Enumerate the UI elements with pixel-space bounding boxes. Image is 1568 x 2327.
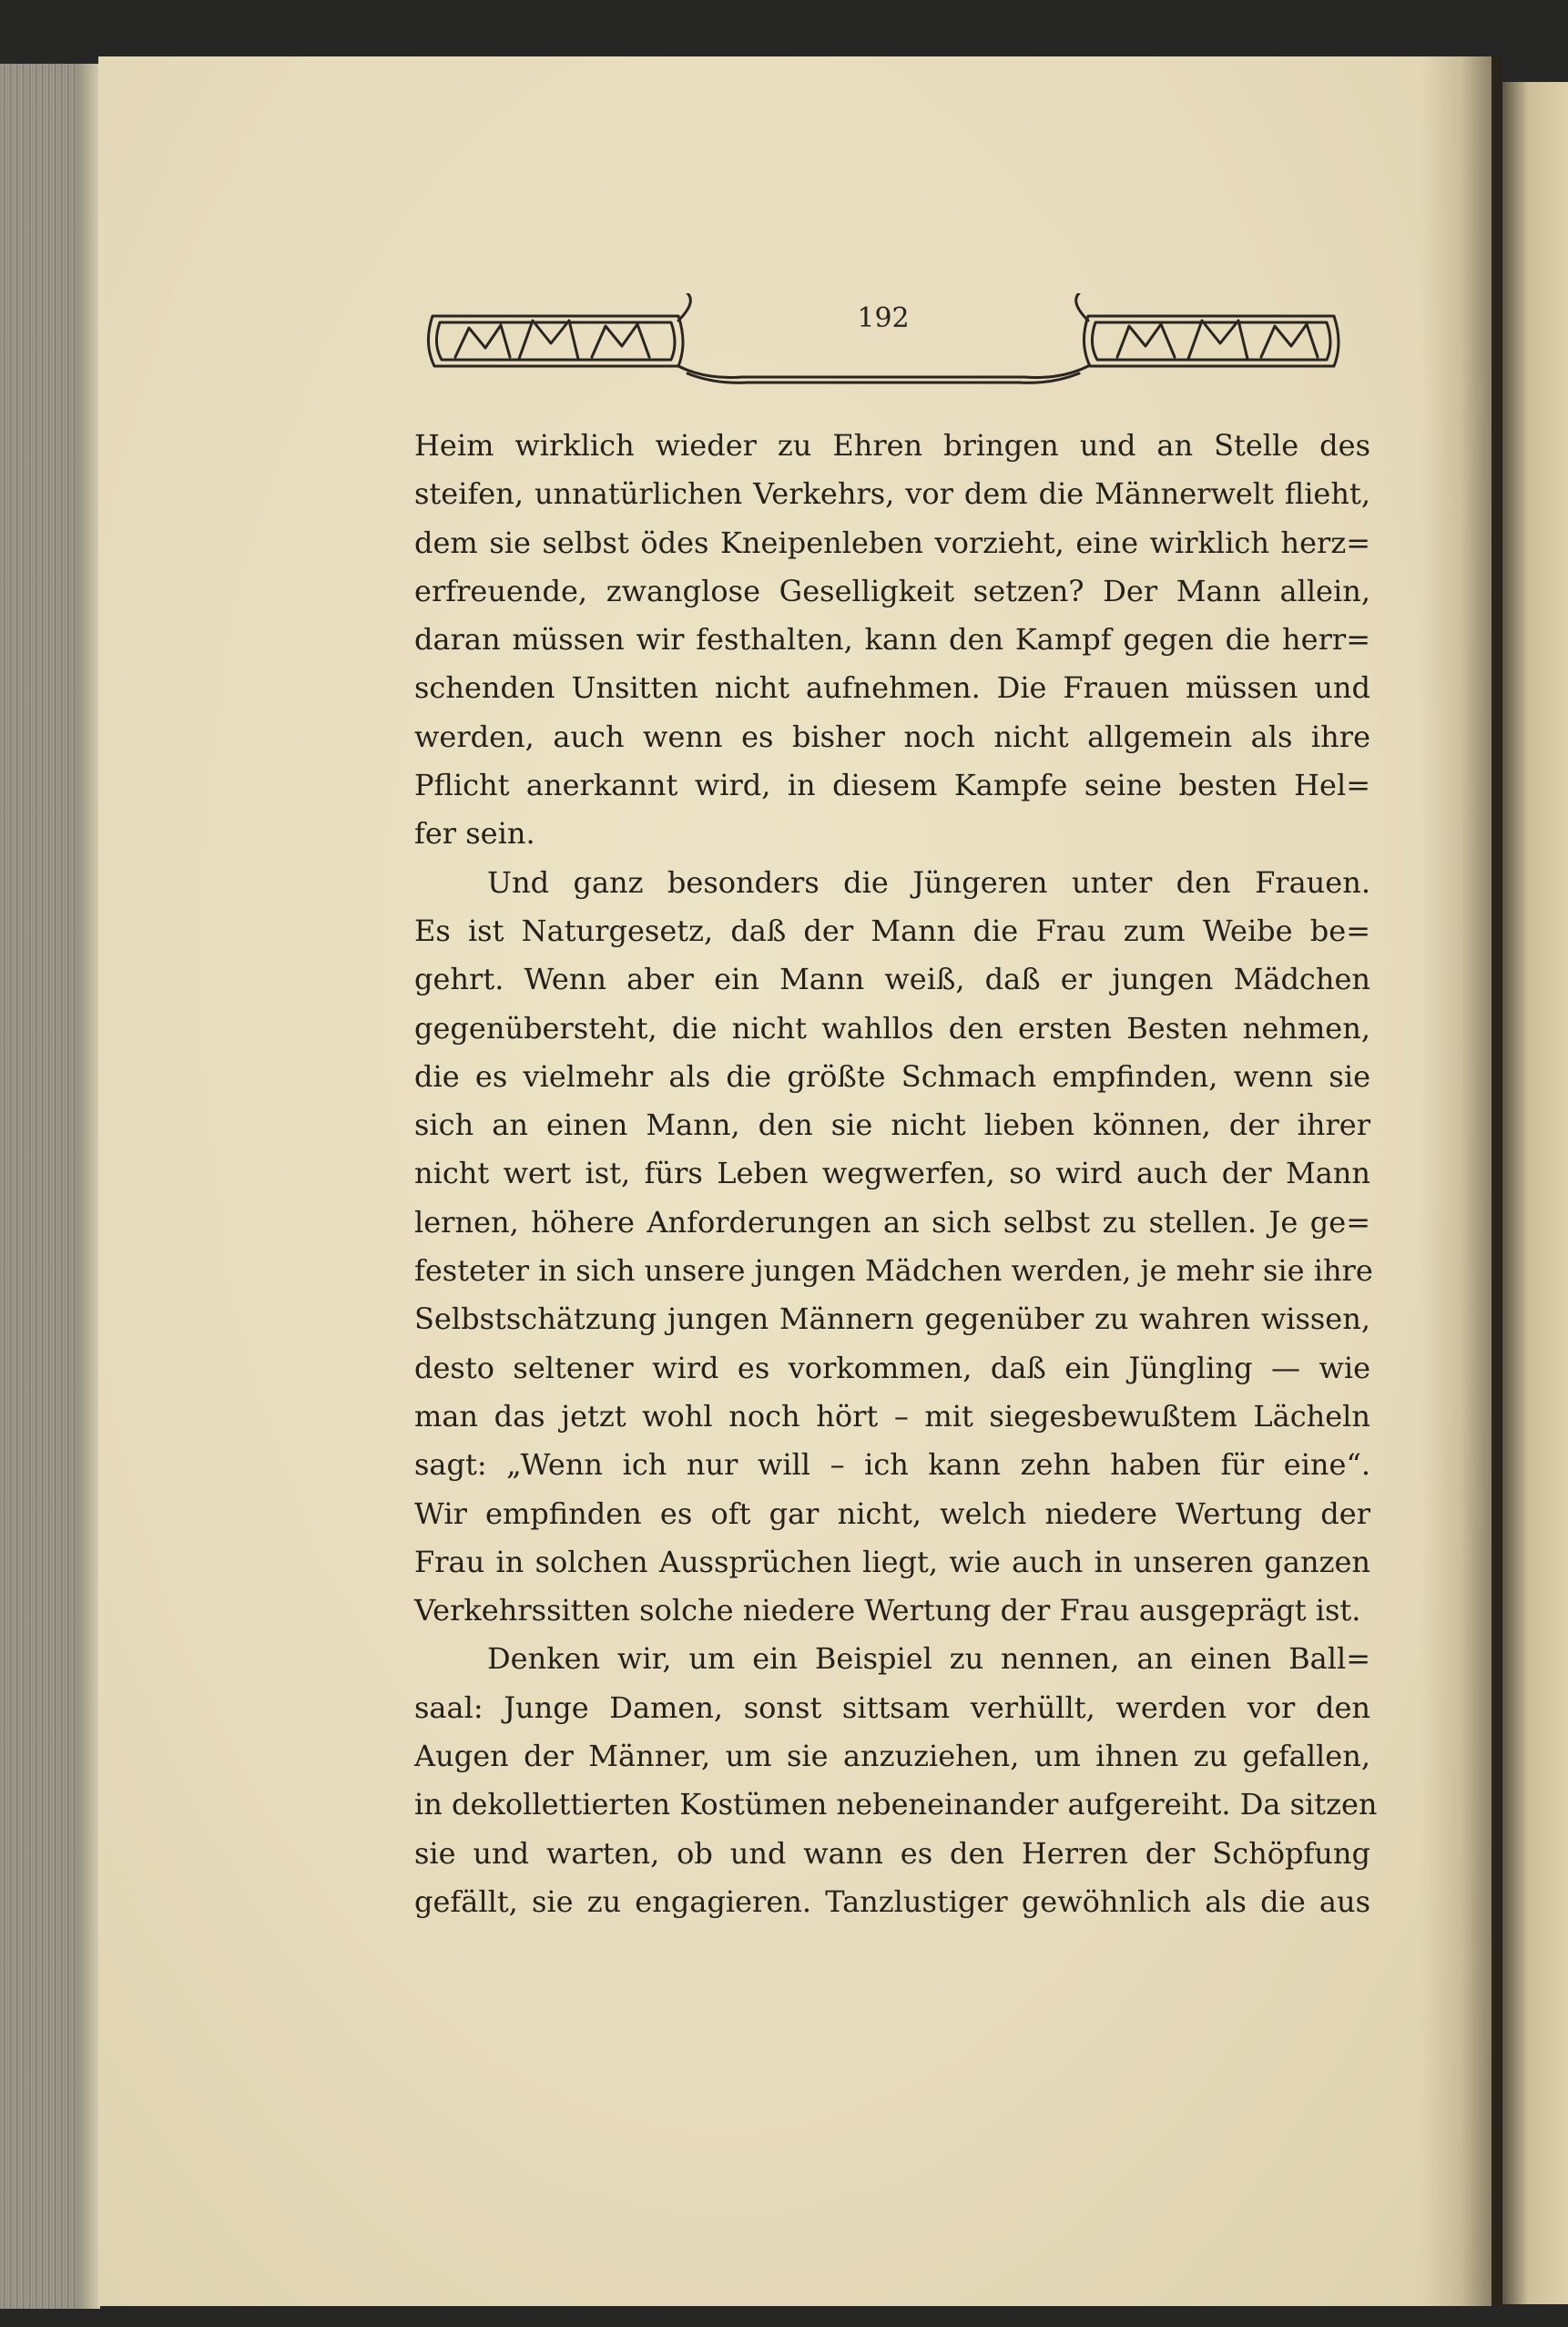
text-line: Frau in solchen Aussprüchen liegt, wie auch in unseren ganzen [414, 1544, 1370, 1579]
text-line: steifen, unnatürlichen Verkehrs, vor dem die Männerwelt flieht, [414, 476, 1370, 512]
text-line: schenden Unsitten nicht aufnehmen. Die Frauen müssen und [414, 670, 1370, 706]
text-line: desto seltener wird es vorkommen, daß ein Jüngling — wie [414, 1350, 1370, 1385]
text-line: fer sein. [414, 816, 535, 852]
text-line: festeter in sich unsere jungen Mädchen werden, je mehr sie ihre [414, 1253, 1373, 1289]
paragraph [414, 859, 1373, 1636]
paragraph [414, 1635, 1378, 1926]
text-line: Es ist Naturgesetz, daß der Mann die Frau zum Weibe be= [414, 913, 1370, 948]
text-line: sich an einen Mann, den sie nicht lieben können, der ihrer [414, 1107, 1370, 1143]
text-line: sagt: „Wenn ich nur will – ich kann zehn haben für eine“. [414, 1447, 1370, 1483]
text-line: Pflicht anerkannt wird, in diesem Kampfe seine besten Hel= [414, 768, 1370, 803]
text-line: Denken wir, um ein Beispiel zu nennen, an einen Ball= [487, 1641, 1370, 1677]
paragraph [414, 422, 1370, 859]
text-line: lernen, höhere Anforderungen an sich selbst zu stellen. Je ge= [414, 1204, 1370, 1240]
text-line: Und ganz besonders die Jüngeren unter den Frauen. [487, 864, 1370, 900]
spine-shadow [1420, 56, 1502, 2306]
page-header [414, 293, 1352, 393]
body-text [414, 422, 1378, 1926]
text-line: Augen der Männer, um sie anzuziehen, um ihnen zu gefallen, [414, 1739, 1370, 1774]
text-line: Wir empfinden es oft gar nicht, welch niedere Wertung der [414, 1495, 1370, 1531]
text-line: in dekollettierten Kostümen nebeneinander aufgereiht. Da sitzen [414, 1787, 1378, 1822]
facing-page-edge [1502, 82, 1568, 2304]
page-edges-shadow [80, 64, 100, 2309]
text-line: daran müssen wir festhalten, kann den Kampf gegen die herr= [414, 622, 1370, 658]
text-line: Verkehrssitten solche niedere Wertung der Frau ausgeprägt ist. [414, 1593, 1361, 1628]
text-line: die es vielmehr als die größte Schmach empfinden, wenn sie [414, 1058, 1370, 1094]
text-line: gegenübersteht, die nicht wahllos den ersten Besten nehmen, [414, 1010, 1370, 1046]
text-line: Heim wirklich wieder zu Ehren bringen und an Stelle des [414, 428, 1370, 463]
text-line: dem sie selbst ödes Kneipenleben vorzieht, eine wirklich herz= [414, 525, 1370, 560]
text-line: gehrt. Wenn aber ein Mann weiß, daß er jungen Mädchen [414, 962, 1370, 997]
text-line: Selbstschätzung jungen Männern gegenüber zu wahren wissen, [414, 1301, 1370, 1337]
text-line: werden, auch wenn es bisher noch nicht allgemein als ihre [414, 719, 1370, 754]
text-line: man das jetzt wohl noch hört – mit siegesbewußtem Lächeln [414, 1398, 1370, 1434]
text-line: saal: Junge Damen, sonst sittsam verhüllt, werden vor den [414, 1689, 1370, 1725]
text-line: nicht wert ist, fürs Leben wegwerfen, so wird auch der Mann [414, 1156, 1370, 1191]
page-number: 192 [857, 302, 910, 334]
text-line: gefällt, sie zu engagieren. Tanzlustiger gewöhnlich als die aus [414, 1883, 1370, 1919]
text-line: erfreuende, zwanglose Geselligkeit setzen? Der Mann allein, [414, 573, 1370, 608]
text-line: sie und warten, ob und wann es den Herren der Schöpfung [414, 1835, 1370, 1871]
